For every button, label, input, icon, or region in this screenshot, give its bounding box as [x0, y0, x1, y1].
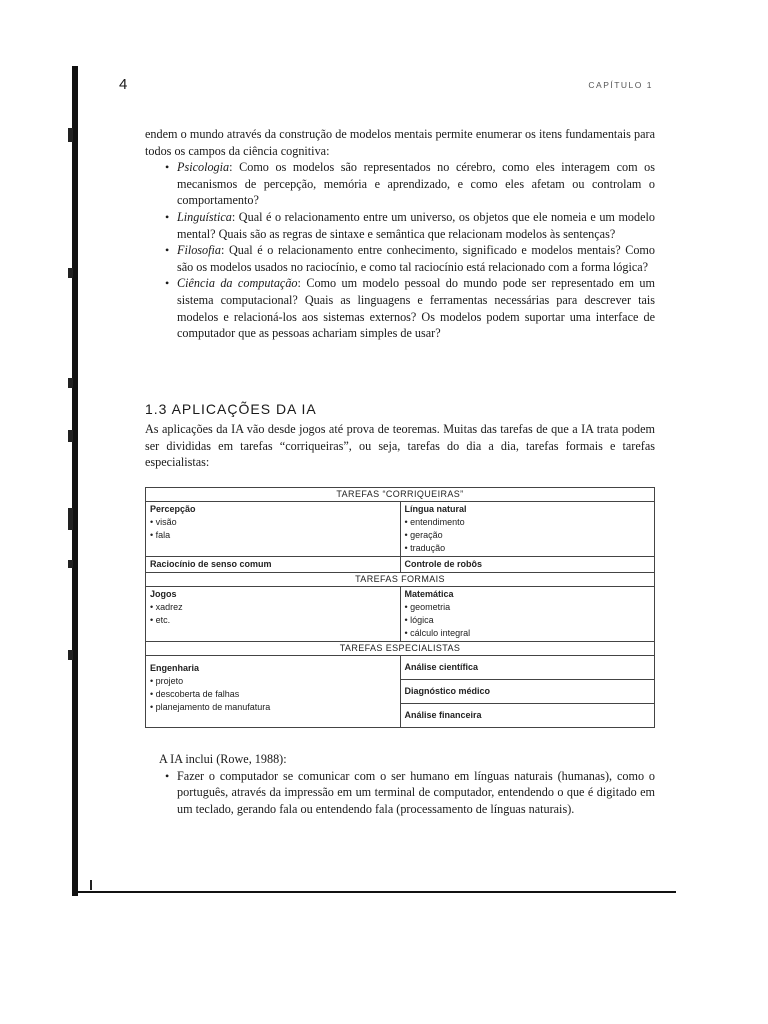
closing-list — [145, 768, 655, 818]
scan-mark — [68, 430, 73, 442]
cell-item: • tradução — [404, 543, 446, 553]
cell-item: • entendimento — [404, 517, 465, 527]
cell-item: • lógica — [404, 615, 434, 625]
cell-item: • etc. — [150, 615, 171, 625]
table-group-header: TAREFAS “CORRIQUEIRAS” — [146, 488, 655, 502]
cell-item: • planejamento de manufatura — [150, 702, 271, 712]
scan-mark — [68, 128, 73, 142]
item-text: : Qual é o relacionamento entre conhecimento, significado e modelos mentais? Como são os modelos usados no raciocínio, e como tal raciocínio está relacionado com a forma lógica? — [177, 243, 655, 274]
item-text: : Como um modelo pessoal do mundo pode ser representado em um sistema computacional? Quais as linguagens e ferramentas necessárias para descrever tais modelos e relacioná-los aos sistemas externos? Os modelos podem suportar uma interface de computador que as pessoas achariam simples de usar? — [177, 276, 655, 341]
page-number: 4 — [119, 76, 128, 93]
item-term: Ciência da computação — [177, 276, 298, 291]
table-cell — [400, 656, 655, 728]
table-cell — [146, 587, 401, 642]
intro-block — [145, 126, 655, 342]
table-cell — [400, 502, 655, 557]
table-group-header: TAREFAS FORMAIS — [146, 573, 655, 587]
intro-paragraph: endem o mundo através da construção de modelos mentais permite enumerar os itens fundamentais para todos os campos da ciência cognitiva: — [145, 127, 655, 158]
cognitive-science-list — [145, 159, 655, 342]
cell-title: Matemática — [404, 589, 454, 599]
table-cell: Controle de robôs — [400, 557, 655, 573]
cell-item: • geometria — [404, 602, 451, 612]
item-term: Filosofia — [177, 243, 222, 258]
scan-mark — [68, 378, 73, 388]
cell-title: Análise financeira — [404, 710, 482, 720]
table-cell — [146, 502, 401, 557]
scan-mark — [90, 880, 92, 890]
list-item: • Fazer o computador se comunicar com o ser humano em línguas naturais (humanas), como o português, através da impressão em um terminal de computador, entendendo o que é digitado em um teclado, gerando fala ou entendendo fala (processamento de línguas naturais). — [145, 768, 655, 818]
item-term: Psicologia — [177, 160, 230, 175]
cell-title: Diagnóstico médico — [401, 680, 655, 704]
scan-binding-edge — [72, 66, 78, 896]
scan-mark — [68, 560, 73, 568]
item-text: : Qual é o relacionamento entre um universo, os objetos que ele nomeia e um modelo mental? Quais são as regras de sintaxe e semântica que relacionam modelos às sentenças? — [177, 209, 655, 241]
closing-block — [145, 751, 655, 817]
scan-bottom-rule — [72, 891, 676, 893]
scan-mark — [68, 268, 73, 278]
cell-item: • xadrez — [150, 602, 183, 612]
scan-mark — [68, 650, 73, 660]
list-item — [145, 242, 655, 275]
cell-title: Jogos — [150, 589, 177, 599]
cell-title: Língua natural — [404, 504, 467, 514]
item-term: Linguística — [177, 209, 232, 224]
cell-title: Percepção — [150, 504, 196, 514]
list-item — [145, 159, 655, 209]
cell-item: • cálculo integral — [404, 628, 471, 638]
cell-item: • projeto — [150, 676, 184, 686]
list-item — [145, 209, 655, 242]
table-cell — [400, 587, 655, 642]
section-title: 1.3 APLICAÇÕES DA IA — [145, 401, 317, 417]
table-cell: Raciocínio de senso comum — [146, 557, 401, 573]
item-text: : Como os modelos são representados no cérebro, como eles interagem com os mecanismos de percepção, memória e aprendizado, e como eles afetam ou controlam o comportamento? — [177, 160, 655, 208]
cell-item: • descoberta de falhas — [150, 689, 240, 699]
ai-tasks-table — [145, 487, 655, 728]
list-item — [145, 275, 655, 341]
cell-item: • visão — [150, 517, 177, 527]
cell-item: • geração — [404, 530, 443, 540]
cell-title: Engenharia — [150, 663, 200, 673]
table-cell — [146, 656, 401, 728]
section-paragraph: As aplicações da IA vão desde jogos até prova de teoremas. Muitas das tarefas de que a IA trata podem ser divididas em tarefas “corriqueiras”, ou seja, tarefas do dia a dia, tarefas formais e tarefas especialistas: — [145, 422, 655, 470]
running-head: CAPÍTULO 1 — [588, 80, 653, 90]
cell-title: Análise científica — [401, 656, 655, 680]
cell-item: • fala — [150, 530, 171, 540]
table-group-header: TAREFAS ESPECIALISTAS — [146, 642, 655, 656]
scan-mark — [68, 508, 73, 530]
closing-intro: A IA inclui (Rowe, 1988): — [159, 752, 287, 766]
section-paragraph-block — [145, 421, 655, 471]
